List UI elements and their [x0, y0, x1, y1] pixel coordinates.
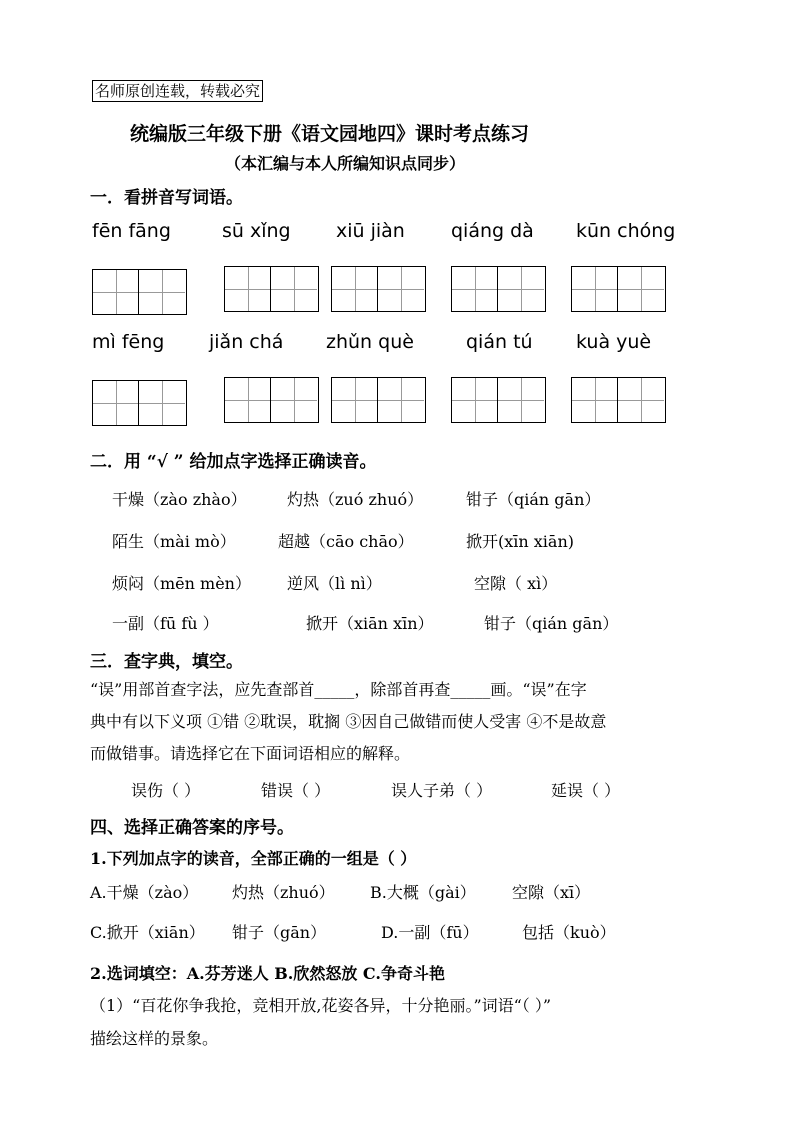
question-2: 2.选词填空：A.芬芳迷人 B.欣然怒放 C.争奇斗艳: [90, 964, 445, 983]
pinyin-4: qiáng dà: [451, 220, 534, 242]
word-item: 误伤（ ）: [131, 781, 201, 800]
writing-grid[interactable]: [331, 377, 426, 423]
question-2-1: （1）“百花你争我抢，竞相开放,花姿各异，十分艳丽。”词语“（ ）”: [90, 996, 552, 1015]
section2-heading: 二．用 “√ ” 给加点字选择正确读音。: [90, 452, 377, 472]
paragraph-line: “误”用部首查字法，应先查部首_____，除部首再查_____画。“误”在字: [90, 680, 587, 699]
choice-item: 一副（fū fù ）: [112, 614, 219, 633]
option-b: B.大概（gài）: [370, 883, 476, 902]
pinyin-6: mì fēng: [92, 331, 165, 353]
pinyin-9: qián tú: [466, 331, 533, 353]
section4-heading: 四、选择正确答案的序号。: [90, 818, 294, 838]
writing-grid[interactable]: [571, 377, 666, 423]
choice-item: 烦闷（mēn mèn）: [112, 574, 251, 593]
question-1: 1.下列加点字的读音，全部正确的一组是（ ）: [90, 849, 417, 868]
paragraph-line: 而做错事。请选择它在下面词语相应的解释。: [90, 744, 411, 763]
choice-item: 掀开(xīn xiān): [466, 532, 575, 551]
choice-item: 陌生（mài mò）: [112, 532, 236, 551]
section3-heading: 三．查字典，填空。: [90, 652, 243, 672]
writing-grid[interactable]: [92, 269, 187, 315]
paragraph-line: 典中有以下义项 ①错 ②耽误，耽搁 ③因自己做错而使人受害 ④不是故意: [90, 712, 607, 731]
writing-grid[interactable]: [451, 266, 546, 312]
writing-grid[interactable]: [224, 377, 319, 423]
option-d: D.一副（fū）: [381, 923, 479, 942]
section3-paragraph: [90, 674, 710, 770]
writing-grid[interactable]: [92, 380, 187, 426]
page-title: 统编版三年级下册《语文园地四》课时考点练习: [130, 123, 530, 145]
writing-grid[interactable]: [224, 266, 319, 312]
choice-item: 逆风（lì nì）: [287, 574, 382, 593]
word-item: 误人子弟（ ）: [391, 781, 493, 800]
choice-item: 灼热（zuó zhuó）: [287, 490, 424, 509]
choice-item: 掀开（xiān xīn）: [306, 614, 434, 633]
pinyin-5: kūn chóng: [576, 220, 676, 242]
pinyin-1: fēn fāng: [92, 220, 171, 242]
pinyin-2: sū xǐng: [222, 220, 291, 242]
pinyin-7: jiǎn chá: [209, 331, 284, 353]
option-c: C.掀开（xiān）: [90, 923, 205, 942]
option-a-word: 灼热（zhuó）: [232, 883, 335, 902]
word-item: 错误（ ）: [261, 781, 331, 800]
writing-grid[interactable]: [451, 377, 546, 423]
page-subtitle: （本汇编与本人所编知识点同步）: [225, 154, 466, 173]
choice-item: 空隙（ xì）: [474, 574, 558, 593]
writing-grid[interactable]: [571, 266, 666, 312]
option-c-word: 钳子（gān）: [232, 923, 327, 942]
pinyin-3: xiū jiàn: [336, 220, 405, 242]
section1-heading: 一．看拼音写词语。: [90, 188, 243, 208]
option-b-word: 空隙（xī）: [512, 883, 591, 902]
pinyin-8: zhǔn què: [326, 331, 414, 353]
choice-item: 钳子（qián gān）: [466, 490, 601, 509]
word-item: 延误（ ）: [551, 781, 621, 800]
writing-grid[interactable]: [331, 266, 426, 312]
copyright-tag: 名师原创连载，转载必究: [92, 80, 263, 102]
choice-item: 干燥（zào zhào）: [112, 490, 247, 509]
question-2-1-cont: 描绘这样的景象。: [90, 1029, 219, 1048]
choice-item: 钳子（qián gān）: [484, 614, 619, 633]
option-a: A.干燥（zào）: [90, 883, 199, 902]
option-d-word: 包括（kuò）: [522, 923, 616, 942]
choice-item: 超越（cāo chāo）: [278, 532, 414, 551]
pinyin-10: kuà yuè: [576, 331, 652, 353]
